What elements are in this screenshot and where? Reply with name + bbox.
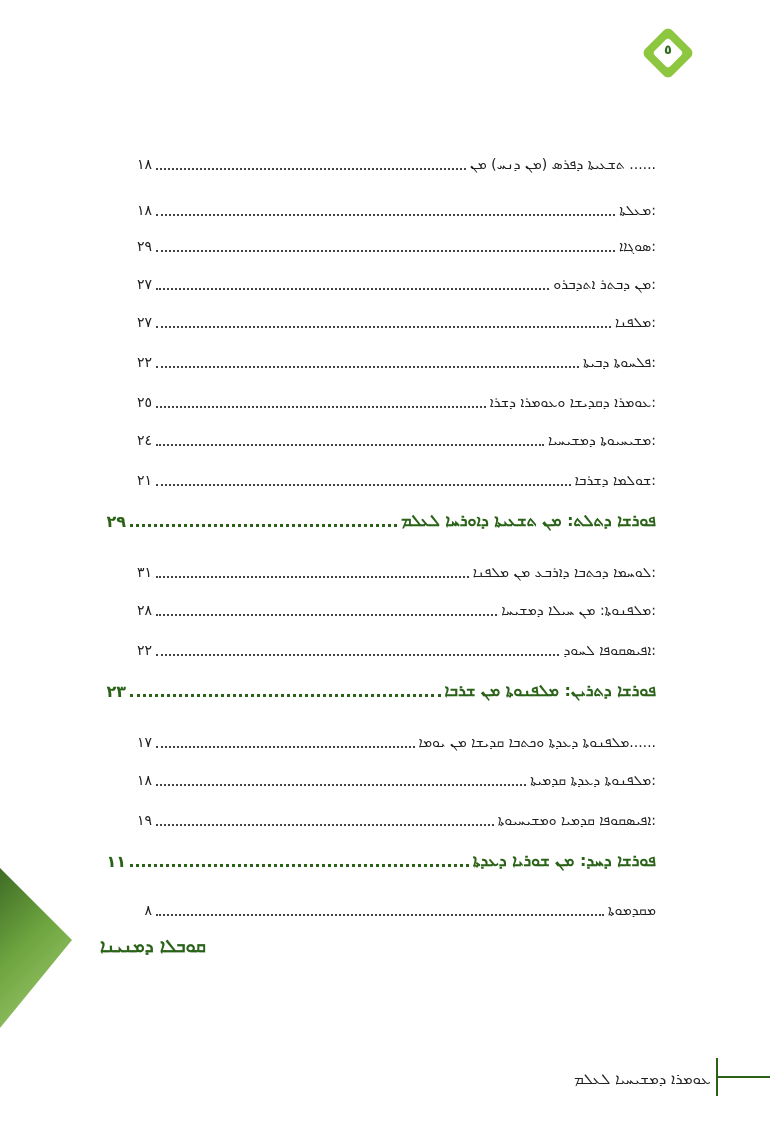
toc-chapter-entry[interactable] bbox=[102, 510, 658, 532]
dot-leader bbox=[156, 914, 604, 916]
toc-page-number: ١٨ bbox=[136, 203, 152, 219]
dot-leader bbox=[130, 524, 397, 527]
toc-page-number: ٢٢ bbox=[136, 643, 152, 659]
toc-chapter-title: ܦܘܪܫܐ ܕܬܠܬ: ܡܢ ܬܫܥܝܬܐ ܕܐܘܪܚܐ ܠܥܠܡ bbox=[401, 511, 656, 530]
toc-title: ܡܫܝܚܝܘܬܐ ܕܡܫܝܚܝܐ: bbox=[548, 433, 656, 449]
dot-leader bbox=[156, 406, 486, 408]
toc-page-number: ٢٥ bbox=[136, 395, 152, 411]
contents-heading: ܩܘܒܠܐ ܕܡܢܝܢܐ bbox=[100, 936, 206, 957]
dot-leader bbox=[156, 614, 497, 616]
dot-leader bbox=[156, 214, 615, 216]
toc-page-number: ٢٢ bbox=[136, 355, 152, 371]
dot-leader bbox=[156, 444, 544, 446]
toc-title: ܬܫܥܝܬܐ ܕܦܪܣ (ܡܢ ܕܢܚ) ܡܢ ...... bbox=[470, 157, 656, 173]
toc-entry[interactable] bbox=[128, 770, 658, 792]
toc-title: ܡܠܦܢܘܬܐ ܕܥܕܬܐ ܩܕܡܝܬܐ: bbox=[530, 773, 656, 789]
toc-page-number: ٢٩ bbox=[136, 239, 152, 255]
toc-entry[interactable] bbox=[128, 200, 658, 222]
toc-title: ܡܥܠܬܐ: bbox=[619, 203, 656, 219]
toc-page-number: ٣١ bbox=[136, 565, 152, 581]
toc-entry[interactable] bbox=[128, 430, 658, 452]
toc-title: ܥܘܡܪܐ ܕܩܕܝܫܐ ܘܥܘܡܪܐ ܕܫܪܐ: bbox=[489, 395, 656, 411]
toc-title: ܐܦܝܣܩܘܦܐ ܠܚܘܕ: bbox=[563, 643, 656, 659]
toc-title: ܐܦܝܣܩܘܦܐ ܩܕܡܝܐ ܘܡܫܝܚܝܘܬܐ: bbox=[497, 813, 656, 829]
dot-leader bbox=[156, 784, 526, 786]
toc-entry[interactable] bbox=[128, 600, 658, 622]
toc-entry[interactable] bbox=[128, 392, 658, 414]
toc-title: ܡܠܦܢܘܬܐ: ܡܢ ܚܝܠܐ ܕܡܫܝܚܐ: bbox=[501, 603, 656, 619]
toc-entry[interactable] bbox=[128, 562, 658, 584]
page-number: ٥ bbox=[664, 43, 672, 58]
toc-title: ܫܘܠܡܐ ܕܫܪܒܐ: bbox=[574, 473, 656, 489]
toc-page-number: ٢٩ bbox=[106, 511, 126, 531]
toc-page-number: ٨ bbox=[144, 903, 152, 919]
dot-leader bbox=[156, 484, 571, 486]
dot-leader bbox=[156, 288, 549, 290]
toc-chapter-entry[interactable] bbox=[102, 850, 658, 872]
dot-leader bbox=[156, 168, 466, 170]
toc-chapter-title: ܦܘܪܫܐ ܕܚܕ: ܡܢ ܫܘܪܝܐ ܕܥܕܬܐ bbox=[472, 851, 656, 870]
dot-leader bbox=[130, 864, 469, 867]
dot-leader bbox=[156, 366, 579, 368]
dot-leader bbox=[156, 576, 469, 578]
toc-entry[interactable] bbox=[128, 312, 658, 334]
dot-leader bbox=[156, 746, 415, 748]
toc-page-number: ٢١ bbox=[136, 473, 152, 489]
toc-entry[interactable] bbox=[128, 236, 658, 258]
toc-title: ܦܠܚܘܬܐ ܕܒܝܬܐ: bbox=[583, 355, 656, 371]
toc-entry[interactable] bbox=[128, 274, 658, 296]
toc-page-number: ١٧ bbox=[136, 735, 152, 751]
dot-leader bbox=[156, 654, 559, 656]
footer-horizontal-rule bbox=[718, 1076, 770, 1078]
toc-title: ܣܘܓܐܐ: bbox=[619, 239, 656, 255]
toc-title: ܡܠܦܢܐ: bbox=[614, 315, 656, 331]
toc-chapter-title: ܦܘܪܫܐ ܕܬܪܝܢ: ܡܠܦܢܘܬܐ ܡܢ ܫܪܒܐ bbox=[444, 681, 656, 700]
dot-leader bbox=[156, 824, 494, 826]
toc-entry[interactable] bbox=[128, 640, 658, 662]
toc-page-number: ٢٣ bbox=[106, 681, 126, 701]
toc-page-number: ٢٤ bbox=[136, 433, 152, 449]
toc-title: ܡܢ ܕܒܬܪ ܐܬܕܒܪܘ: bbox=[553, 277, 656, 293]
toc-page-number: ٢٧ bbox=[136, 277, 152, 293]
dot-leader bbox=[156, 250, 615, 252]
toc-title: ܡܩܕܡܘܬܐ bbox=[607, 903, 656, 919]
toc-entry[interactable] bbox=[128, 810, 658, 832]
toc-title: ܡܠܦܢܘܬܐ ܕܥܕܬܐ ܘܟܬܒܐ ܩܕܝܫܐ ܡܢ ܝܘܡܐ...... bbox=[418, 735, 656, 751]
toc-entry[interactable] bbox=[128, 154, 658, 176]
toc-page-number: ١٩ bbox=[136, 813, 152, 829]
toc-title: ܠܘܚܡܐ ܕܟܬܒܐ ܕܐܪܒܥ ܡܢ ܡܠܦܢܐ: bbox=[472, 565, 656, 581]
toc-entry[interactable] bbox=[128, 900, 658, 922]
toc-entry[interactable] bbox=[128, 470, 658, 492]
toc-chapter-entry[interactable] bbox=[102, 680, 658, 702]
toc-entry[interactable] bbox=[128, 352, 658, 374]
toc-page-number: ٢٧ bbox=[136, 315, 152, 331]
dot-leader bbox=[130, 694, 441, 697]
toc-page-number: ٢٨ bbox=[136, 603, 152, 619]
toc-page-number: ١١ bbox=[106, 851, 126, 871]
toc-entry[interactable] bbox=[128, 732, 658, 754]
toc-page-number: ١٨ bbox=[136, 157, 152, 173]
running-footer-title: ܥܘܡܪܐ ܕܡܫܝܚܝܐ ܠܥܠܡ bbox=[574, 1070, 711, 1088]
toc-page-number: ١٨ bbox=[136, 773, 152, 789]
dot-leader bbox=[156, 326, 611, 328]
